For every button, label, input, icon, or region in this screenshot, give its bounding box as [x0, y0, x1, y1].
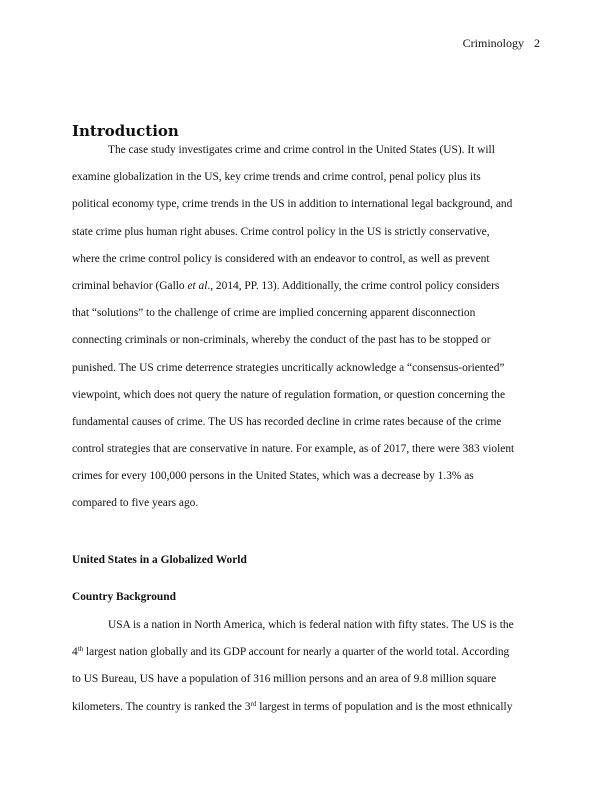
paragraph-line: state crime plus human right abuses. Crime control policy in the US is strictly conservative,	[72, 225, 490, 238]
paragraph-line: viewpoint, which does not query the nature of regulation formation, or question concerning the	[72, 388, 506, 401]
country-background-paragraph	[72, 618, 540, 727]
citation-text-after: ., 2014, PP. 13). Additionally, the crime control policy considers	[207, 279, 500, 292]
page-number: 2	[534, 36, 540, 50]
ordinal-suffix: th	[77, 645, 84, 654]
paragraph-line: that “solutions” to the challenge of crime are implied concerning apparent disconnection	[72, 307, 476, 320]
running-header	[463, 36, 540, 50]
ordinal-line-rest: largest nation globally and its GDP account for nearly a quarter of the world total. According	[83, 646, 510, 659]
paragraph-line: USA is a nation in North America, which is federal nation with fifty states. The US is the	[108, 619, 514, 631]
running-head-title: Criminology	[462, 36, 524, 50]
ordinal-number: 4	[72, 646, 78, 659]
paragraph-line-ordinal	[72, 700, 540, 727]
paragraph-line: where the crime control policy is considered with an endeavor to control, as well as prevent	[72, 252, 490, 265]
introduction-heading: Introduction	[72, 122, 179, 140]
ordinal-suffix: rd	[250, 699, 257, 708]
paragraph-line: The case study investigates crime and crime control in the United States (US). It will	[108, 144, 495, 156]
paragraph-line: examine globalization in the US, key crime trends and crime control, penal policy plus its	[72, 171, 481, 184]
introduction-paragraph	[72, 143, 540, 524]
paragraph-line: control strategies that are conservative in nature. For example, as of 2017, there were 383 violent	[72, 443, 515, 456]
ordinal-line-before: kilometers. The country is ranked the 3	[72, 700, 251, 713]
globalized-world-heading: United States in a Globalized World	[72, 554, 247, 566]
paragraph-line: crimes for every 100,000 persons in the United States, which was a decrease by 1.3% as	[72, 470, 474, 483]
citation-et-al: et al	[187, 279, 208, 292]
ordinal-line-after: largest in terms of population and is the most ethnically	[256, 700, 513, 713]
paragraph-line: to US Bureau, US have a population of 316 million persons and an area of 9.8 million square	[72, 673, 497, 686]
paragraph-line-citation	[72, 279, 540, 306]
country-background-heading: Country Background	[72, 591, 176, 603]
paragraph-line: punished. The US crime deterrence strategies uncritically acknowledge a “consensus-oriented”	[72, 361, 505, 374]
paragraph-line: political economy type, crime trends in the US in addition to international legal background, and	[72, 198, 513, 211]
paragraph-line-ordinal	[72, 645, 540, 672]
citation-text-before: criminal behavior (Gallo	[72, 279, 188, 292]
paragraph-line: compared to five years ago.	[72, 497, 199, 510]
paragraph-line: connecting criminals or non-criminals, whereby the conduct of the past has to be stopped or	[72, 334, 491, 347]
paragraph-line: fundamental causes of crime. The US has recorded decline in crime rates because of the crime	[72, 415, 502, 428]
